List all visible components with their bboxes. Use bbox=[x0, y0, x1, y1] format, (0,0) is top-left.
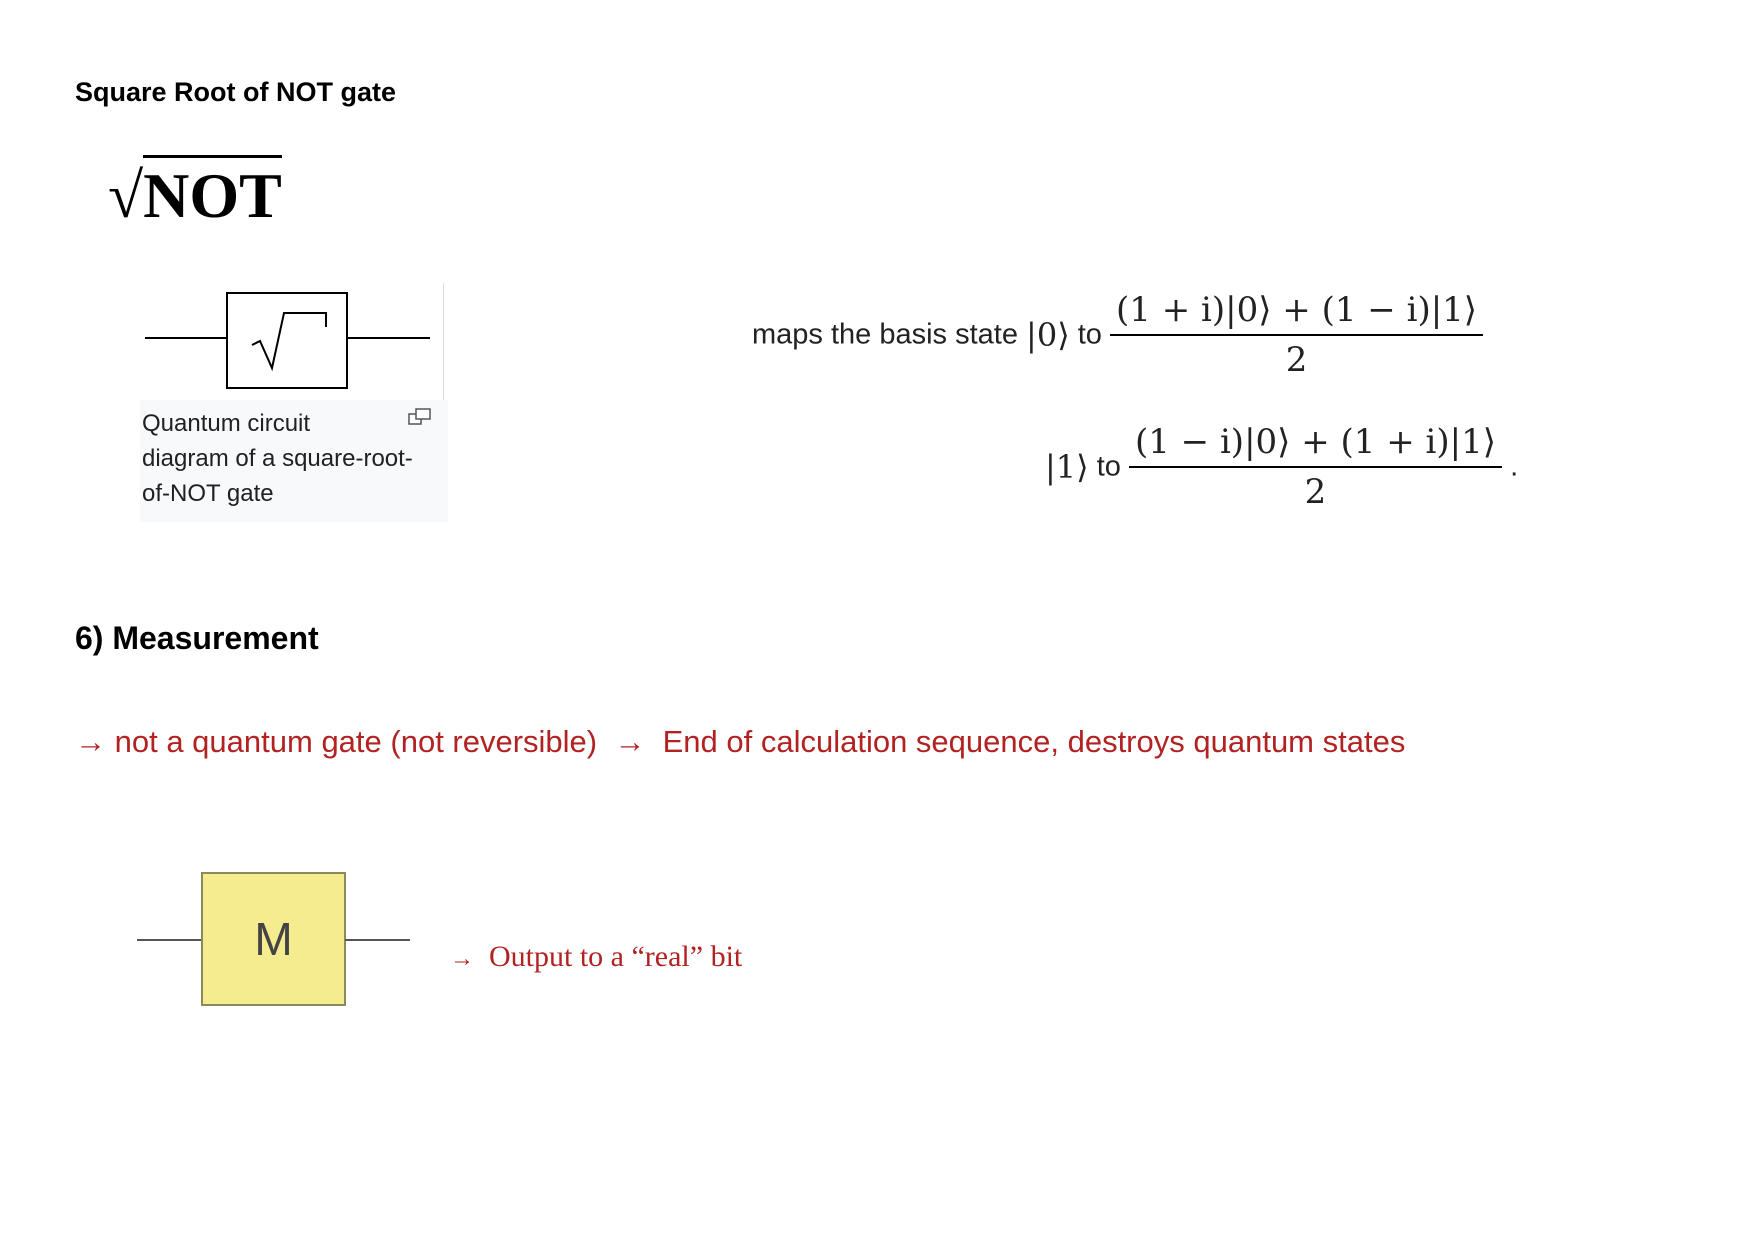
enlarge-icon[interactable] bbox=[408, 408, 432, 426]
ket-1: |1⟩ bbox=[1045, 448, 1089, 486]
measurement-gate-diagram bbox=[135, 868, 415, 1008]
output-text: Output to a “real” bit bbox=[489, 940, 743, 973]
note-not-gate: not a quantum gate (not reversible) bbox=[114, 724, 598, 759]
output-note bbox=[450, 940, 742, 974]
sqrt-not-symbol bbox=[108, 160, 282, 232]
ket-0: |0⟩ bbox=[1026, 316, 1070, 354]
radical-sign: √ bbox=[108, 160, 144, 231]
caption-text bbox=[142, 406, 413, 511]
note-end-of-calculation: End of calculation sequence, destroys quantum states bbox=[662, 724, 1406, 759]
not-text: NOT bbox=[143, 155, 282, 231]
arrow-icon: → bbox=[450, 946, 474, 972]
caption-line: of-NOT gate bbox=[142, 480, 274, 507]
measurement-note bbox=[75, 724, 1405, 760]
circuit-svg bbox=[140, 283, 443, 400]
fraction-1 bbox=[1110, 290, 1483, 380]
caption-box bbox=[140, 400, 448, 522]
fraction-2-numerator: (1 − i)|0⟩ + (1 + i)|1⟩ bbox=[1129, 422, 1502, 468]
formula-prefix: maps the basis state bbox=[752, 318, 1018, 351]
fraction-2-denominator: 2 bbox=[1304, 472, 1327, 512]
caption-line: diagram of a square-root- bbox=[142, 445, 413, 472]
fraction-1-denominator: 2 bbox=[1285, 340, 1308, 380]
gate-box bbox=[227, 293, 347, 388]
fraction-1-numerator: (1 + i)|0⟩ + (1 − i)|1⟩ bbox=[1110, 290, 1483, 336]
formula-line-1 bbox=[752, 290, 1483, 380]
arrow-icon: → bbox=[75, 724, 106, 759]
formula-line-2 bbox=[1045, 422, 1518, 512]
caption-line: Quantum circuit bbox=[142, 410, 311, 437]
gate-label: M bbox=[254, 913, 293, 965]
formula-period: . bbox=[1510, 450, 1519, 483]
fraction-2 bbox=[1129, 422, 1502, 512]
to-word: to bbox=[1096, 450, 1121, 483]
circuit-diagram bbox=[140, 283, 444, 400]
to-word: to bbox=[1077, 318, 1102, 351]
measurement-heading: 6) Measurement bbox=[75, 620, 319, 656]
section-title: Square Root of NOT gate bbox=[75, 77, 397, 107]
arrow-icon: → bbox=[614, 724, 646, 759]
